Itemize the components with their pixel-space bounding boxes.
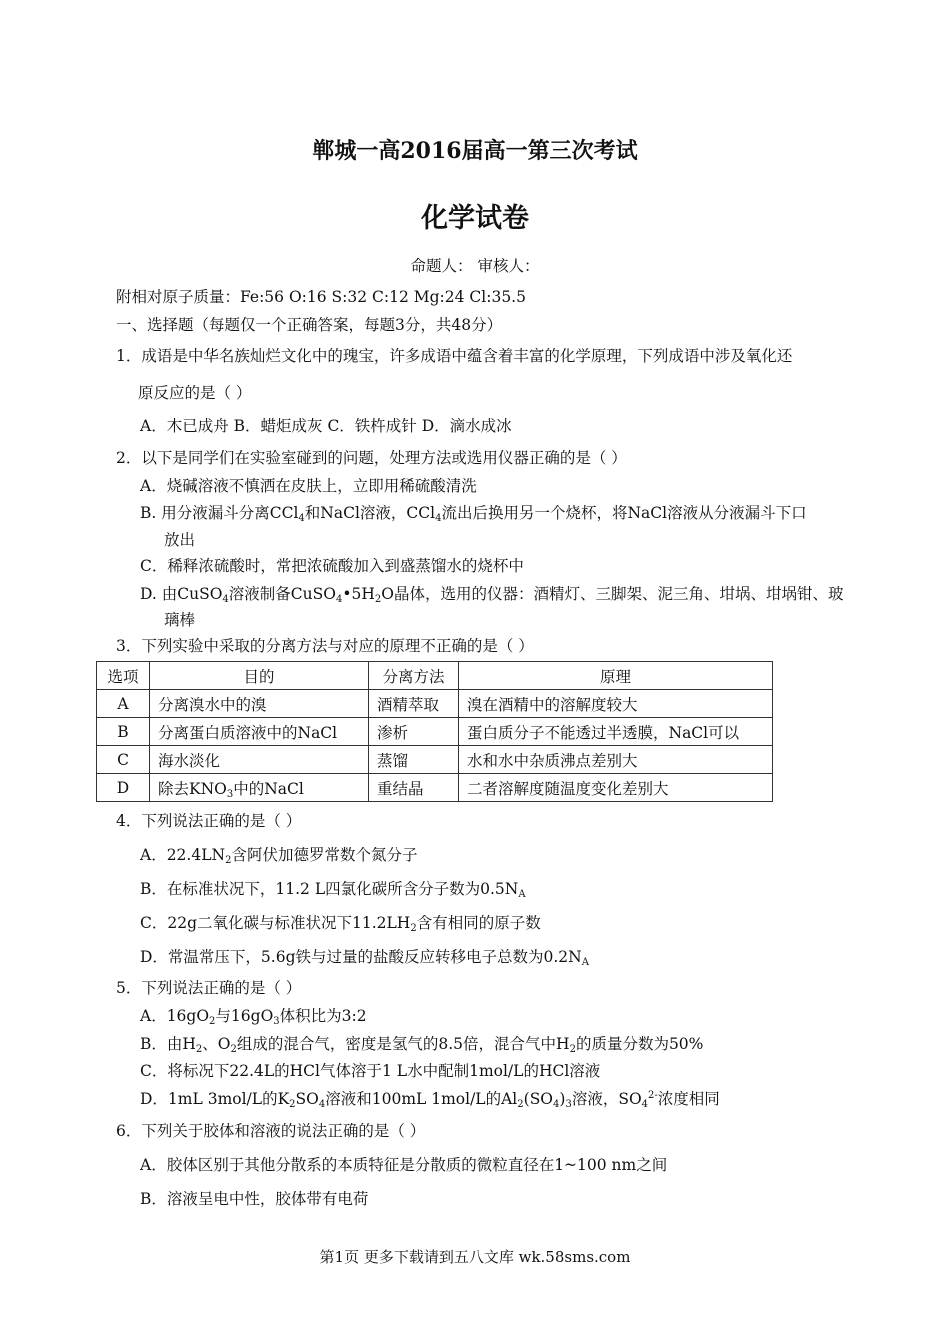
row-goal: 除去$KNO_3$中的NaCl: [150, 774, 369, 802]
q5-option-a: A．$16gO_2$与$16gO_3$体积比为3:2: [140, 1007, 367, 1027]
table-header-row: [97, 662, 773, 690]
page-footer: 第1页 更多下载请到五八文库 wk.58sms.com: [319, 1248, 631, 1266]
q4-option-c: C．22g二氧化碳与标准状况下$11.2LH_2$含有相同的原子数: [140, 914, 541, 934]
separation-table: [96, 661, 773, 802]
row-option: B: [97, 718, 150, 746]
row-option: D: [97, 774, 150, 802]
header-goal: 目的: [150, 662, 369, 690]
q4-option-b: B．在标准状况下，11.2 L四氯化碳所含分子数为$0.5N_A$: [140, 880, 526, 900]
header-method: 分离方法: [369, 662, 459, 690]
q1-stem-cont: 原反应的是（ ）: [138, 384, 252, 402]
row-option: A: [97, 690, 150, 718]
section-heading: 一、选择题（每题仅一个正确答案，每题3分，共48分）: [116, 316, 503, 334]
row-method: 重结晶: [369, 774, 459, 802]
authors-line: 命题人： 审核人：: [410, 257, 540, 275]
q5-stem: 5．下列说法正确的是（ ）: [116, 979, 302, 997]
header-principle: 原理: [459, 662, 773, 690]
school-title: 郸城一高2016届高一第三次考试: [312, 138, 638, 164]
q4-option-d: D．常温常压下，5.6g铁与过量的盐酸反应转移电子总数为$0.2N_A$: [140, 948, 589, 968]
row-principle: 二者溶解度随温度变化差别大: [459, 774, 773, 802]
q5-option-c: C．将标况下22.4L的HCl气体溶于1 L水中配制1mol/L的HCl溶液: [140, 1062, 601, 1080]
q6-option-a: A．胶体区别于其他分散系的本质特征是分散质的微粒直径在1~100 nm之间: [140, 1156, 668, 1174]
row-method: 渗析: [369, 718, 459, 746]
q3-stem: 3．下列实验中采取的分离方法与对应的原理不正确的是（ ）: [116, 637, 534, 655]
table-row: [97, 718, 773, 746]
q6-stem: 6．下列关于胶体和溶液的说法正确的是（ ）: [116, 1122, 426, 1140]
q1-stem: 1．成语是中华名族灿烂文化中的瑰宝，许多成语中蕴含着丰富的化学原理，下列成语中涉及氧化还: [116, 347, 793, 365]
row-option: C: [97, 746, 150, 774]
table-row: [97, 690, 773, 718]
q2-option-b: B. 用分液漏斗分离CCl$_4$和NaCl溶液，CCl$_4$流出后换用另一个烧杯，将NaCl溶液从分液漏斗下口: [140, 504, 807, 524]
header-option: 选项: [97, 662, 150, 690]
subject-title: 化学试卷: [421, 203, 529, 234]
row-goal: 分离溴水中的溴: [150, 690, 369, 718]
row-method: 蒸馏: [369, 746, 459, 774]
table-row: [97, 746, 773, 774]
row-principle: 溴在酒精中的溶解度较大: [459, 690, 773, 718]
atomic-mass-line: 附相对原子质量：Fe:56 O:16 S:32 C:12 Mg:24 Cl:35.5: [116, 288, 526, 306]
q2-option-c: C．稀释浓硫酸时，常把浓硫酸加入到盛蒸馏水的烧杯中: [140, 557, 524, 575]
q1-options: A．木已成舟 B．蜡炬成灰 C．铁杵成针 D．滴水成冰: [140, 417, 512, 435]
q5-option-d: D．1mL 3mol/L的$K_2SO_4$溶液和100mL 1mol/L的$Al_2(SO_4)_3$溶液，$SO_4^{2-}$浓度相同: [140, 1090, 720, 1110]
q6-option-b: B．溶液呈电中性，胶体带有电荷: [140, 1190, 369, 1208]
row-principle: 水和水中杂质沸点差别大: [459, 746, 773, 774]
row-method: 酒精萃取: [369, 690, 459, 718]
q5-option-b: B．由$H_2$、$O_2$组成的混合气，密度是氢气的8.5倍，混合气中$H_2$的质量分数为50%: [140, 1035, 704, 1055]
row-goal: 海水淡化: [150, 746, 369, 774]
row-goal: 分离蛋白质溶液中的NaCl: [150, 718, 369, 746]
q2-option-b-cont: 放出: [164, 531, 196, 549]
q2-stem: 2．以下是同学们在实验室碰到的问题，处理方法或选用仪器正确的是（ ）: [116, 449, 627, 467]
q2-option-d: D. 由CuSO$_4$溶液制备$CuSO_4•5H_2O$晶体，选用的仪器：酒精灯、三脚架、泥三角、坩埚、坩埚钳、玻: [140, 585, 844, 605]
q2-option-d-cont: 璃棒: [164, 611, 196, 629]
row-principle: 蛋白质分子不能透过半透膜，NaCl可以: [459, 718, 773, 746]
q4-option-a: A．$22.4LN_2$含阿伏加德罗常数个氮分子: [140, 846, 418, 866]
q2-option-a: A．烧碱溶液不慎洒在皮肤上，立即用稀硫酸清洗: [140, 477, 477, 495]
q4-stem: 4．下列说法正确的是（ ）: [116, 812, 302, 830]
table-row: [97, 774, 773, 802]
